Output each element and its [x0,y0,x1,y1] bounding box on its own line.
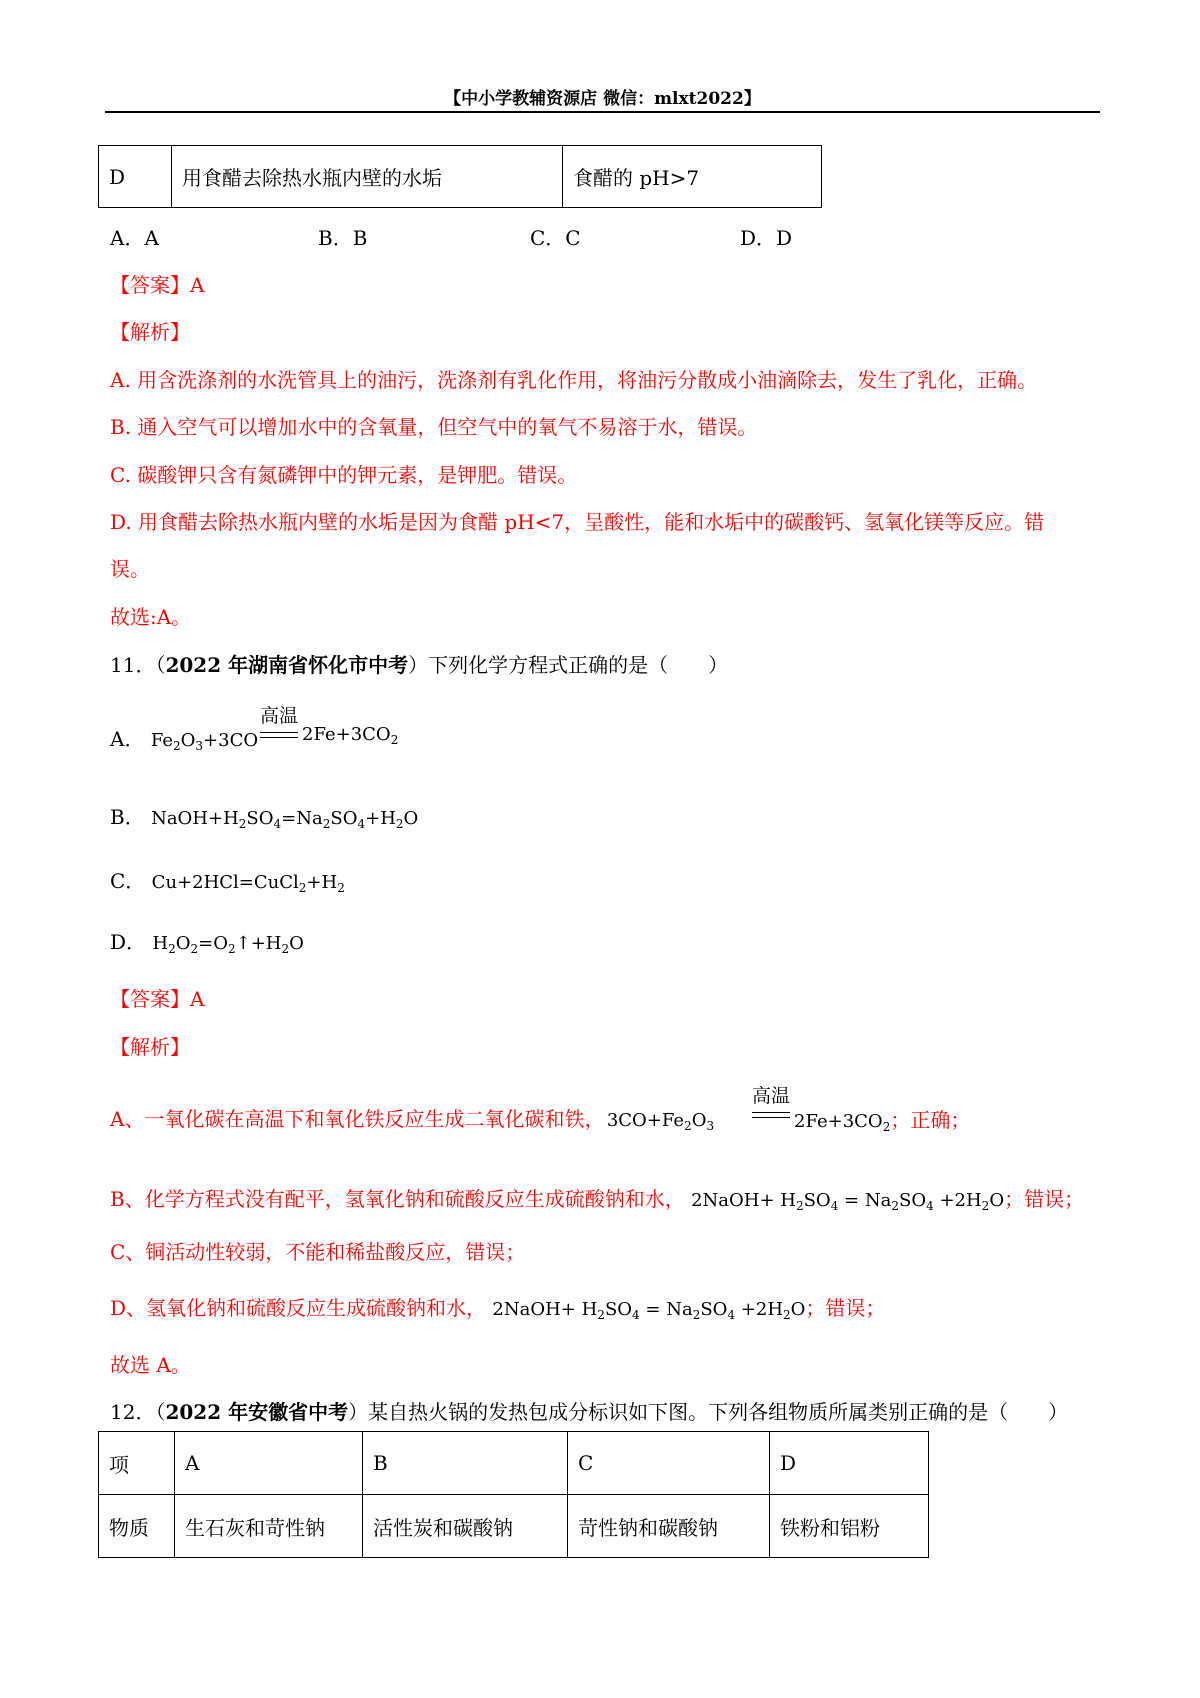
q11-source: 2022 年湖南省怀化市中考 [165,653,409,677]
analysis-b-end: ；错误； [1004,1187,1085,1211]
q10-option-c: C．C [530,226,581,250]
option-a-label: A． [110,727,145,751]
table-cell: 物质 [99,1495,175,1558]
q11-option-d: D． $H_2O_2=O_2↑+H_2O$ [110,930,304,956]
table-header-cell: B [363,1432,568,1495]
q10-analysis-label: 【解析】 [110,320,190,344]
option-c-label: C． [110,869,146,893]
q11-stem [110,649,728,678]
table-cell: 铁粉和铝粉 [770,1495,929,1558]
q11-answer [110,983,204,1012]
table-cell-reason: 食醋的 pH>7 [563,146,822,208]
table-header-cell: 项 [99,1432,175,1495]
q11-option-c: C． $Cu+2HCl=CuCl_2+H_2$ [110,869,345,895]
q11-conclusion: 故选 A。 [110,1353,191,1377]
table-row [99,1495,929,1558]
q12-number: 12．（ [110,1400,166,1424]
q11-analysis-a-condition: 高温 [752,1085,791,1107]
table-cell: 苛性钠和碳酸钠 [568,1495,770,1558]
table-cell: 生石灰和苛性钠 [175,1495,363,1558]
analysis-d-text: D、氢氧化钠和硫酸反应生成硫酸钠和水， [110,1296,487,1320]
q10-conclusion: 故选:A。 [110,605,192,629]
analysis-a-text: A、一氧化碳在高温下和氧化铁反应生成二氧化碳和铁， [110,1107,605,1131]
table-header-cell: D [770,1432,929,1495]
q12-source: 2022 年安徽省中考 [165,1400,349,1424]
q11-number: 11．（ [110,653,166,677]
q10-option-b: B．B [318,226,368,250]
analysis-b-text: B、化学方程式没有配平，氢氧化钠和硫酸反应生成硫酸钠和水， [110,1187,685,1211]
q12-stem [110,1396,1068,1425]
q11-analysis-a: A、一氧化碳在高温下和氧化铁反应生成二氧化碳和铁， $3CO+Fe_2O_3$ [110,1107,715,1133]
option-b-label: B． [110,805,145,829]
header-rule [105,111,1100,113]
equals-sign [752,1112,790,1118]
q10-answer [110,269,204,298]
q10-analysis-b: B. 通入空气可以增加水中的含氧量，但空气中的氧气不易溶于水，错误。 [110,415,758,439]
q11-analysis-a-products: $2Fe+3CO_2$；正确； [794,1108,971,1134]
q11-text: ）下列化学方程式正确的是（ ） [408,653,729,677]
q10-analysis-d: D. 用食醋去除热水瓶内壁的水垢是因为食醋 pH<7，呈酸性，能和水垢中的碳酸钙、氢氧化镁等反应。错 [110,510,1045,534]
q11-analysis-d: D、氢氧化钠和硫酸反应生成硫酸钠和水， 2NaOH+ $H_2SO_4 = Na_2SO_4 +2H_2O$；错误； [110,1296,886,1322]
q11-analysis-b: B、化学方程式没有配平，氢氧化钠和硫酸反应生成硫酸钠和水， 2NaOH+ $H_2SO_4 = Na_2SO_4 +2H_2O$；错误； [110,1187,1085,1213]
page-header: 【中小学教辅资源店 微信：mlxt2022】 [444,89,761,109]
q10-analysis-a: A. 用含洗涤剂的水洗管具上的油污，洗涤剂有乳化作用，将油污分散成小油滴除去，发生了乳化，正确。 [110,368,1038,392]
q11-option-b: B． $NaOH+H_2SO_4=Na_2SO_4+H_2O$ [110,805,419,831]
option-d-label: D． [110,930,147,954]
q11-analysis-c: C、铜活动性较弱，不能和稀盐酸反应，错误； [110,1240,526,1264]
q11-option-a: A． $Fe_2O_3+3CO$ [110,727,259,753]
q11-analysis-label: 【解析】 [110,1035,190,1059]
table-header-cell: A [175,1432,363,1495]
q12-text: ）某自热火锅的发热包成分标识如下图。下列各组物质所属类别正确的是（ ） [348,1400,1069,1424]
answer-label: 【答案】 [110,273,190,297]
table-header-cell: C [568,1432,770,1495]
table-cell: 活性炭和碳酸钠 [363,1495,568,1558]
table-cell-practice: 用食醋去除热水瓶内壁的水垢 [172,146,563,208]
analysis-a-end: ；正确； [890,1108,971,1132]
q10-option-a: A．A [110,226,159,250]
table-cell-letter: D [99,146,172,208]
q10-analysis-c: C. 碳酸钾只含有氮磷钾中的钾元素，是钾肥。错误。 [110,463,578,487]
q10-table-row-d [98,145,822,208]
answer-value: A [190,987,205,1011]
q10-analysis-d-cont: 误。 [110,557,150,581]
q12-table [98,1431,929,1558]
analysis-d-end: ；错误； [805,1296,886,1320]
q11-option-a-products: $2Fe+3CO_2$ [302,724,399,747]
answer-value: A [190,273,205,297]
q10-option-d: D．D [740,226,793,250]
q11-option-a-condition: 高温 [260,705,299,727]
answer-label: 【答案】 [110,987,190,1011]
table-header-row [99,1432,929,1495]
equals-sign [260,732,298,738]
